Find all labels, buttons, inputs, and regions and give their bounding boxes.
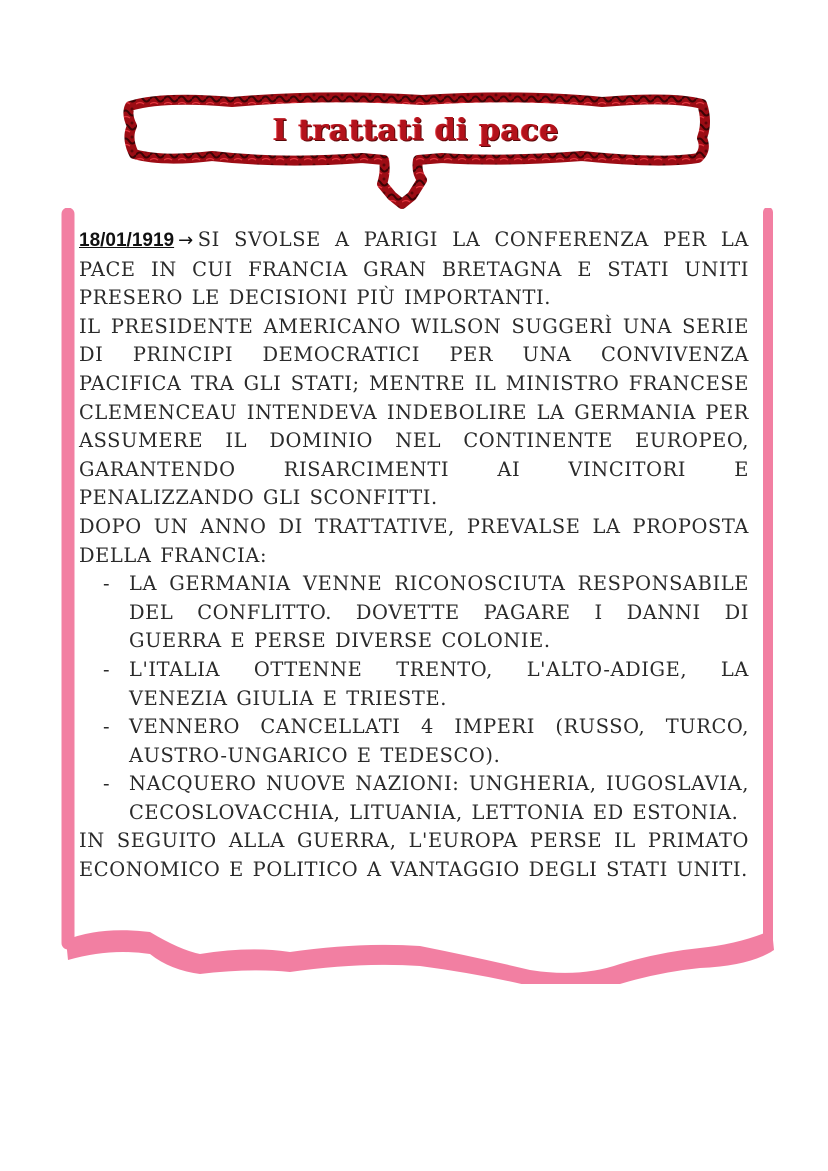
treaty-outcomes-list	[79, 570, 749, 827]
proposal-paragraph: DOPO UN ANNO DI TRATTATIVE, PREVALSE LA PROPOSTA DELLA FRANCIA:	[79, 514, 749, 567]
arrow-right-icon: →	[178, 230, 194, 251]
document-body	[79, 226, 749, 885]
list-item	[103, 656, 749, 713]
page-title: I trattati di pace	[272, 113, 560, 148]
title-banner	[122, 92, 710, 220]
dash-bullet-icon: -	[103, 715, 111, 739]
intro-paragraph	[79, 226, 749, 313]
list-item-text: LA GERMANIA VENNE RICONOSCIUTA RESPONSABILE DEL CONFLITTO. DOVETTE PAGARE I DANNI DI GUERRA E PERSE DIVERSE COLONIE.	[129, 572, 749, 653]
wilson-clemenceau-paragraph: IL PRESIDENTE AMERICANO WILSON SUGGERÌ UNA SERIE DI PRINCIPI DEMOCRATICI PER UNA CONVIVENZA PACIFICA TRA GLI STATI; MENTRE IL MINISTRO FRANCESE CLEMENCEAU INTENDEVA INDEBOLIRE LA GERMANIA PER ASSUMERE IL DOMINIO NEL CONTINENTE EUROPEO, GARANTENDO RISARCIMENTI AI VINCITORI E PENALIZZANDO GLI SCONFITTI.	[79, 314, 749, 510]
intro-text: SI SVOLSE A PARIGI LA CONFERENZA PER LA PACE IN CUI FRANCIA GRAN BRETAGNA E STATI UNITI PRESERO LE DECISIONI PIÙ IMPORTANTI.	[79, 228, 749, 310]
conclusion-paragraph: IN SEGUITO ALLA GUERRA, L'EUROPA PERSE IL PRIMATO ECONOMICO E POLITICO A VANTAGGIO DEGLI STATI UNITI.	[79, 829, 749, 882]
dash-bullet-icon: -	[103, 657, 111, 681]
list-item	[103, 713, 749, 770]
dash-bullet-icon: -	[103, 572, 111, 596]
list-item	[103, 770, 749, 827]
dash-bullet-icon: -	[103, 772, 111, 796]
list-item-text: L'ITALIA OTTENNE TRENTO, L'ALTO-ADIGE, LA VENEZIA GIULIA E TRIESTE.	[129, 657, 749, 710]
list-item-text: VENNERO CANCELLATI 4 IMPERI (RUSSO, TURCO, AUSTRO-UNGARICO E TEDESCO).	[129, 715, 749, 767]
date-label: 18/01/1919	[79, 230, 175, 251]
list-item	[103, 570, 749, 656]
list-item-text: NACQUERO NUOVE NAZIONI: UNGHERIA, IUGOSLAVIA, CECOSLOVACCHIA, LITUANIA, LETTONIA ED ESTONIA.	[129, 772, 749, 824]
